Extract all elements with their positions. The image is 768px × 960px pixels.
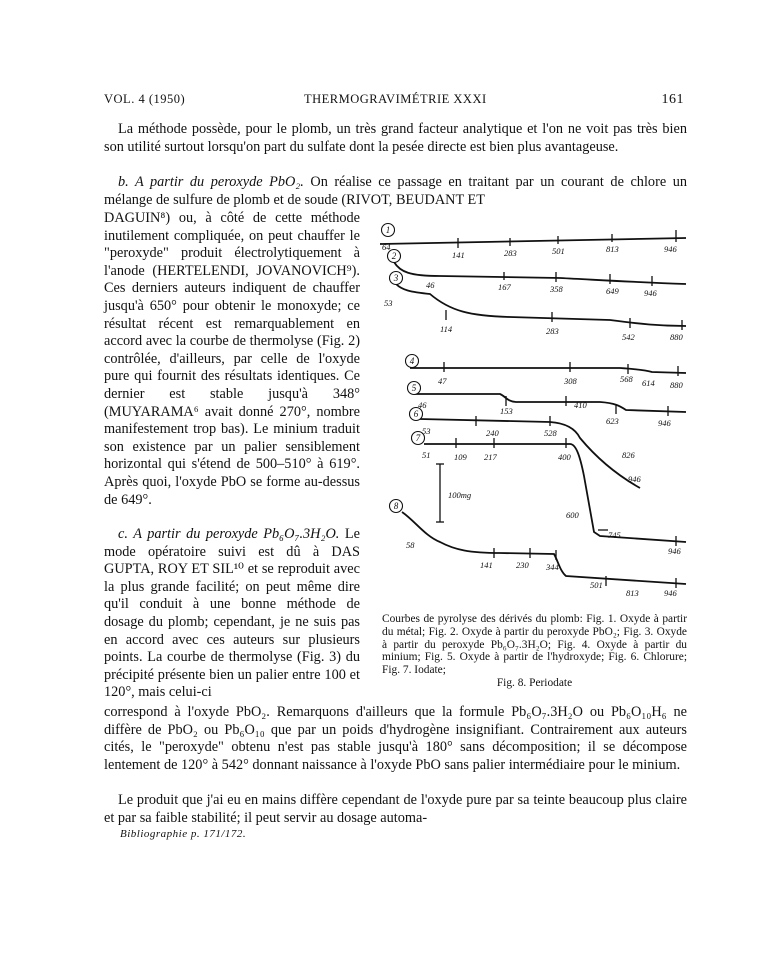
c7-label: 51 bbox=[422, 450, 431, 460]
c4-label: 880 bbox=[670, 380, 683, 390]
c1-label: 813 bbox=[606, 244, 619, 254]
curve-id-5: 5 bbox=[411, 383, 417, 393]
c8-label: 946 bbox=[664, 588, 677, 598]
c8-label: 501 bbox=[590, 580, 603, 590]
paragraph-2-intro bbox=[104, 174, 687, 209]
c4-label: 308 bbox=[564, 376, 577, 386]
scale-label: 100mg bbox=[448, 490, 472, 500]
c6-label: 946 bbox=[628, 474, 641, 484]
bibliography-note: Bibliographie p. 171/172. bbox=[120, 828, 247, 840]
caption-text: Courbes de pyrolyse des dérivés du plomb: Fig. 1. Oxyde à partir du métal; Fig. 2. Oxyde à partir du peroxyde PbO₂; Fig. 3. Oxyde à partir du peroxyde Pb₆O₇.3H₂O; Fig. 4. Oxyde à partir du minium; Fig. 5. Oxyde à partir de l'hydroxyde; Fig. 6. Chlorure; Fig. 7. Iodate; bbox=[382, 613, 687, 677]
c8-label: 230 bbox=[516, 560, 529, 570]
c7-label: 946 bbox=[668, 546, 681, 556]
c3-label: 283 bbox=[546, 326, 559, 336]
c5-label: 623 bbox=[606, 416, 619, 426]
curve-id-1: 1 bbox=[385, 225, 391, 235]
paragraph-3-column bbox=[104, 526, 360, 702]
c1-label: 501 bbox=[552, 246, 565, 256]
curve-1 bbox=[380, 238, 686, 244]
curve-id-3: 3 bbox=[393, 273, 399, 283]
curve-id-2: 2 bbox=[391, 251, 397, 261]
c2-label: 649 bbox=[606, 286, 619, 296]
running-header bbox=[104, 92, 684, 112]
curve-4 bbox=[410, 368, 686, 373]
paragraph-4: Le produit que j'ai eu en mains diffère cependant de l'oxyde pure par sa teinte beaucoup plus claire et par sa faible stabilité; il peut servir au dosage automa- bbox=[104, 792, 687, 826]
c5-label: 946 bbox=[658, 418, 671, 428]
c6-label: 240 bbox=[486, 428, 499, 438]
paragraph-2-column: DAGUIN⁸) ou, à côté de cette méthode inutilement compliquée, on peut chauffer le "peroxyde" produit électrolytiquement à l'anode (HERTELENDI, JOVANOVICH⁹). Ces derniers auteurs indiquent de chauffer jusqu'à 650° pour obtenir le monoxyde; ce résultat récent est remarquablement en accord avec la courbe de thermolyse (Fig. 2) contrôlée, d'ailleurs, par celle de l'oxyde pure qui fournit des résultats identiques. Ce dernier est stable jusqu'à 348° (MUYARAMA⁶ avait donné 270°, nombre manifestement trop bas). Le minium traduit son existence par un palier sensiblement horizontal qui s'étend de 500–510° à 619°. Après quoi, l'oxyde PbO se forme au-dessus de 649°. bbox=[104, 210, 360, 508]
c3-label: 880 bbox=[670, 332, 683, 342]
paragraph-3-full: correspond à l'oxyde PbO₂. Remarquons d'ailleurs que la formule Pb₆O₇.3H₂O ou Pb₆O₁₀H₆ ne diffère de PbO₂ ou Pb₆O₁₀ que par un poids d'hydrogène insignifiant. Contrairement aux auteurs cités, le "peroxyde" obtenu n'est pas stable jusqu'à 180° sans décomposition; il se décompose lentement de 120° à 542° donnant naissance à l'oxyde PbO sans palier intermédiaire pour le minium. bbox=[104, 704, 687, 773]
curve-id-4: 4 bbox=[409, 356, 415, 366]
pyrolysis-figure bbox=[380, 216, 690, 608]
c2-label: 358 bbox=[550, 284, 563, 294]
paragraph-1: La méthode possède, pour le plomb, un très grand facteur analytique et l'on ne voit pas très bien son utilité surtout lorsqu'on part du sulfate dont la pesée directe est bien plus avantageuse. bbox=[104, 121, 687, 155]
c1-label: 283 bbox=[504, 248, 517, 258]
curve-5 bbox=[414, 394, 686, 412]
c7-label: 600 bbox=[566, 510, 579, 520]
c5-label: 410 bbox=[574, 400, 587, 410]
curve-3 bbox=[396, 284, 686, 326]
c1-label: 141 bbox=[452, 250, 465, 260]
c5-label: 153 bbox=[500, 406, 513, 416]
volume-info: VOL. 4 (1950) bbox=[104, 92, 186, 106]
c8-label: 58 bbox=[406, 540, 415, 550]
c6-label: 528 bbox=[544, 428, 557, 438]
c2-label: 167 bbox=[498, 282, 511, 292]
curve-id-8: 8 bbox=[393, 501, 399, 511]
c7-label: 109 bbox=[454, 452, 467, 462]
pyrolysis-curves-svg bbox=[380, 216, 690, 608]
c8-label: 344 bbox=[546, 562, 559, 572]
curve-6 bbox=[420, 419, 640, 488]
paragraph-2-full-text: On réalise ce passage en traitant par un courant de chlore un mélange de sulfure de plomb et de soude (RIVOT, BEUDANT ET bbox=[104, 174, 687, 208]
c7-label: 400 bbox=[558, 452, 571, 462]
figure-caption bbox=[382, 613, 687, 690]
caption-last-line: Fig. 8. Periodate bbox=[496, 676, 573, 689]
curve-8 bbox=[402, 512, 686, 584]
c1-label: 946 bbox=[664, 244, 677, 254]
c4-label: 568 bbox=[620, 374, 633, 384]
paragraph-3-text: Le mode opératoire suivi est dû à DAS GUPTA, ROY ET SIL¹⁰ et se reproduit avec la plus grande facilité; on peut même dire qu'il conduit à une bonne méthode de dosage du plomb; cependant, je ne suis pas en accord avec ces auteurs sur plusieurs points. La courbe de thermolyse (Fig. 3) du précipité présente bien un palier entre 100 et 120°, mais celui-ci bbox=[104, 526, 360, 701]
c6-label: 53 bbox=[422, 426, 431, 436]
curve-id-7: 7 bbox=[415, 433, 421, 443]
section-heading-b: b. A partir du peroxyde PbO₂. bbox=[118, 174, 304, 190]
c1-label: 64 bbox=[382, 242, 391, 252]
c4-label: 47 bbox=[438, 376, 447, 386]
c3-label: 53 bbox=[384, 298, 393, 308]
c4-label: 614 bbox=[642, 378, 655, 388]
c5-label: 46 bbox=[418, 400, 427, 410]
page-number: 161 bbox=[661, 92, 684, 107]
running-title: THERMOGRAVIMÉTRIE XXXI bbox=[304, 92, 487, 106]
curve-2 bbox=[394, 262, 686, 284]
c6-label: 826 bbox=[622, 450, 635, 460]
section-heading-c: c. A partir du peroxyde Pb₆O₇.3H₂O. bbox=[118, 526, 340, 542]
c8-label: 141 bbox=[480, 560, 493, 570]
c8-label: 813 bbox=[626, 588, 639, 598]
c3-label: 542 bbox=[622, 332, 635, 342]
c2-label: 46 bbox=[426, 280, 435, 290]
c3-label: 114 bbox=[440, 324, 453, 334]
c7-label: 217 bbox=[484, 452, 497, 462]
c7-label: 745 bbox=[608, 530, 621, 540]
curve-id-6: 6 bbox=[413, 409, 419, 419]
c2-label: 946 bbox=[644, 288, 657, 298]
